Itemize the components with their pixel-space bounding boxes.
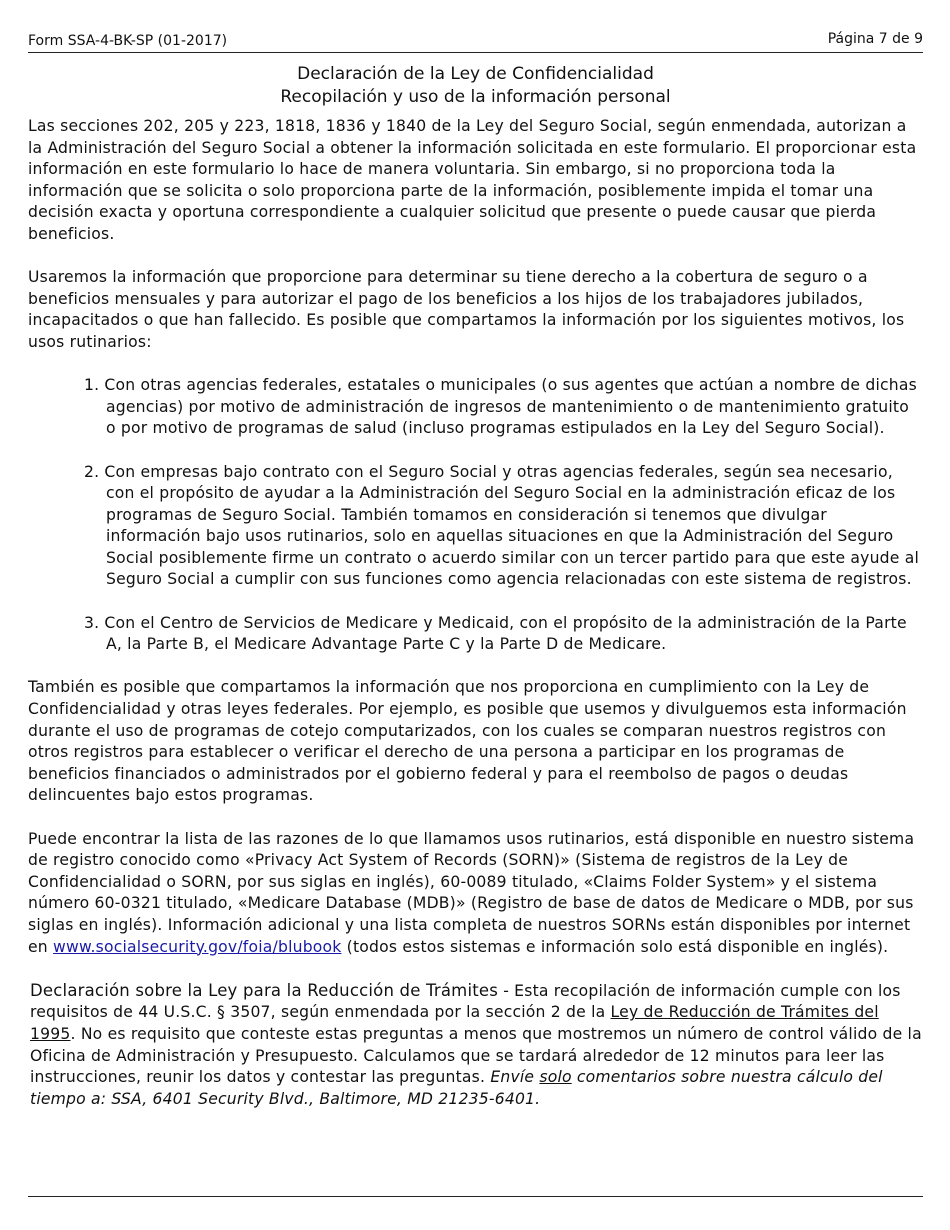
paragraph-sorn bbox=[28, 829, 923, 959]
sorn-text-before: Puede encontrar la lista de las razones de lo que llamamos usos rutinarios, está disponible en nuestro sistema de registro conocido como «Privacy Act System of Records (SORN)» (Sistema de registros de la Ley de Confidencialidad o SORN, por sus siglas en inglés), 60-0089 titulado, «Claims Folder System» y el sistema número 60-0321 titulado, «Medicare Database (MDB)» (Registro de base de datos de Medicare o MDB, por sus siglas en inglés). Información adicional y una lista completa de nuestros SORNs están disponibles por internet en bbox=[28, 829, 915, 956]
pra-law-link: Ley de Reducción de Trámites del 1995 bbox=[30, 1003, 879, 1043]
pra-title: Declaración sobre la Ley para la Reducción de Trámites bbox=[30, 980, 499, 1000]
pra-text-2: . No es requisito que conteste estas preguntas a menos que mostremos un número de control válido de la Oficina de Administración y Presupuesto. Calculamos que se tardará alrededor de 12 minutos para leer las instrucciones, reunir los datos y contestar las preguntas. bbox=[30, 1024, 922, 1087]
form-id: Form SSA-4-BK-SP (01-2017) bbox=[28, 33, 228, 49]
paragraph-authority: Las secciones 202, 205 y 223, 1818, 1836 y 1840 de la Ley del Seguro Social, según enmendada, autorizan a la Administración del Seguro Social a obtener la información solicitada en este formulario. El proporcionar esta información en este formulario lo hace de manera voluntaria. Sin embargo, si no proporciona toda la información que se solicita o solo proporciona parte de la información, posiblemente impida el tomar una decisión exacta y oportuna correspondiente a cualquier solicitud que presente o puede causar que pierda beneficios. bbox=[28, 117, 917, 243]
paragraph-matching-programs: También es posible que compartamos la información que nos proporciona en cumplimiento con la Ley de Confidencialidad y otras leyes federales. Por ejemplo, es posible que usemos y divulguemos esta información durante el uso de programas de cotejo computarizados, con los cuales se comparan nuestros registros con otros registros para establecer o verificar el derecho de una persona a participar en los programas de beneficios financiados o administrados por el gobierno federal y para el reembolso de pagos o deudas delincuentes bajo estos programas. bbox=[28, 678, 907, 805]
list-item: 3. Con el Centro de Servicios de Medicare y Medicaid, con el propósito de la administración de la Parte A, la Parte B, el Medicare Advantage Parte C y la Parte D de Medicare. bbox=[84, 613, 907, 654]
footer-divider bbox=[28, 1196, 923, 1197]
sorn-text-after: (todos estos sistemas e información solo está disponible en inglés). bbox=[341, 937, 889, 956]
list-item: 1. Con otras agencias federales, estatales o municipales (o sus agentes que actúan a nombre de dichas agencias) por motivo de administración de ingresos de mantenimiento o de mantenimiento gratuito o por motivo de programas de salud (incluso programas estipulados en la Ley del Seguro Social). bbox=[84, 376, 917, 438]
page-number: Página 7 de 9 bbox=[827, 31, 923, 47]
pra-text-1: - Esta recopilación de información cumple con los requisitos de 44 U.S.C. § 3507, según enmendada por la sección 2 de la bbox=[30, 981, 901, 1022]
list-item: 2. Con empresas bajo contrato con el Seguro Social y otras agencias federales, según sea necesario, con el propósito de ayudar a la Administración del Seguro Social en la administración eficaz de los programas de Seguro Social. También tomamos en consideración si tenemos que divulgar información bajo usos rutinarios, solo en aquellas situaciones en que la Administración del Seguro Social posiblemente firme un contrato o acuerdo similar con un tercer partido para que este ayude al Seguro Social a cumplir con sus funciones como agencia relacionadas con este sistema de registros. bbox=[84, 462, 920, 589]
page-header bbox=[28, 31, 923, 51]
paragraph-purpose: Usaremos la información que proporcione para determinar su tiene derecho a la cobertura de seguro o a beneficios mensuales y para autorizar el pago de los beneficios a los hijos de los trabajadores jubilados, incapacitados o que han fallecido. Es posible que compartamos la información por los siguientes motivos, los usos rutinarios: bbox=[28, 268, 905, 351]
paperwork-reduction-statement bbox=[28, 980, 923, 1111]
header-divider bbox=[28, 52, 923, 53]
pra-send-1: Envíe bbox=[490, 1068, 540, 1087]
blubook-link[interactable]: www.socialsecurity.gov/foia/blubook bbox=[53, 937, 342, 956]
pra-send-solo: solo bbox=[539, 1068, 572, 1087]
routine-uses-list bbox=[28, 375, 923, 656]
page-title bbox=[28, 63, 923, 109]
pra-send-2: comentarios sobre nuestra cálculo del tiempo a: SSA, 6401 Security Blvd., Baltimore, MD 21235-6401. bbox=[30, 1068, 883, 1108]
document-body bbox=[28, 116, 923, 1132]
title-line-2: Recopilación y uso de la información personal bbox=[280, 87, 671, 107]
title-line-1: Declaración de la Ley de Confidencialidad bbox=[297, 64, 654, 84]
